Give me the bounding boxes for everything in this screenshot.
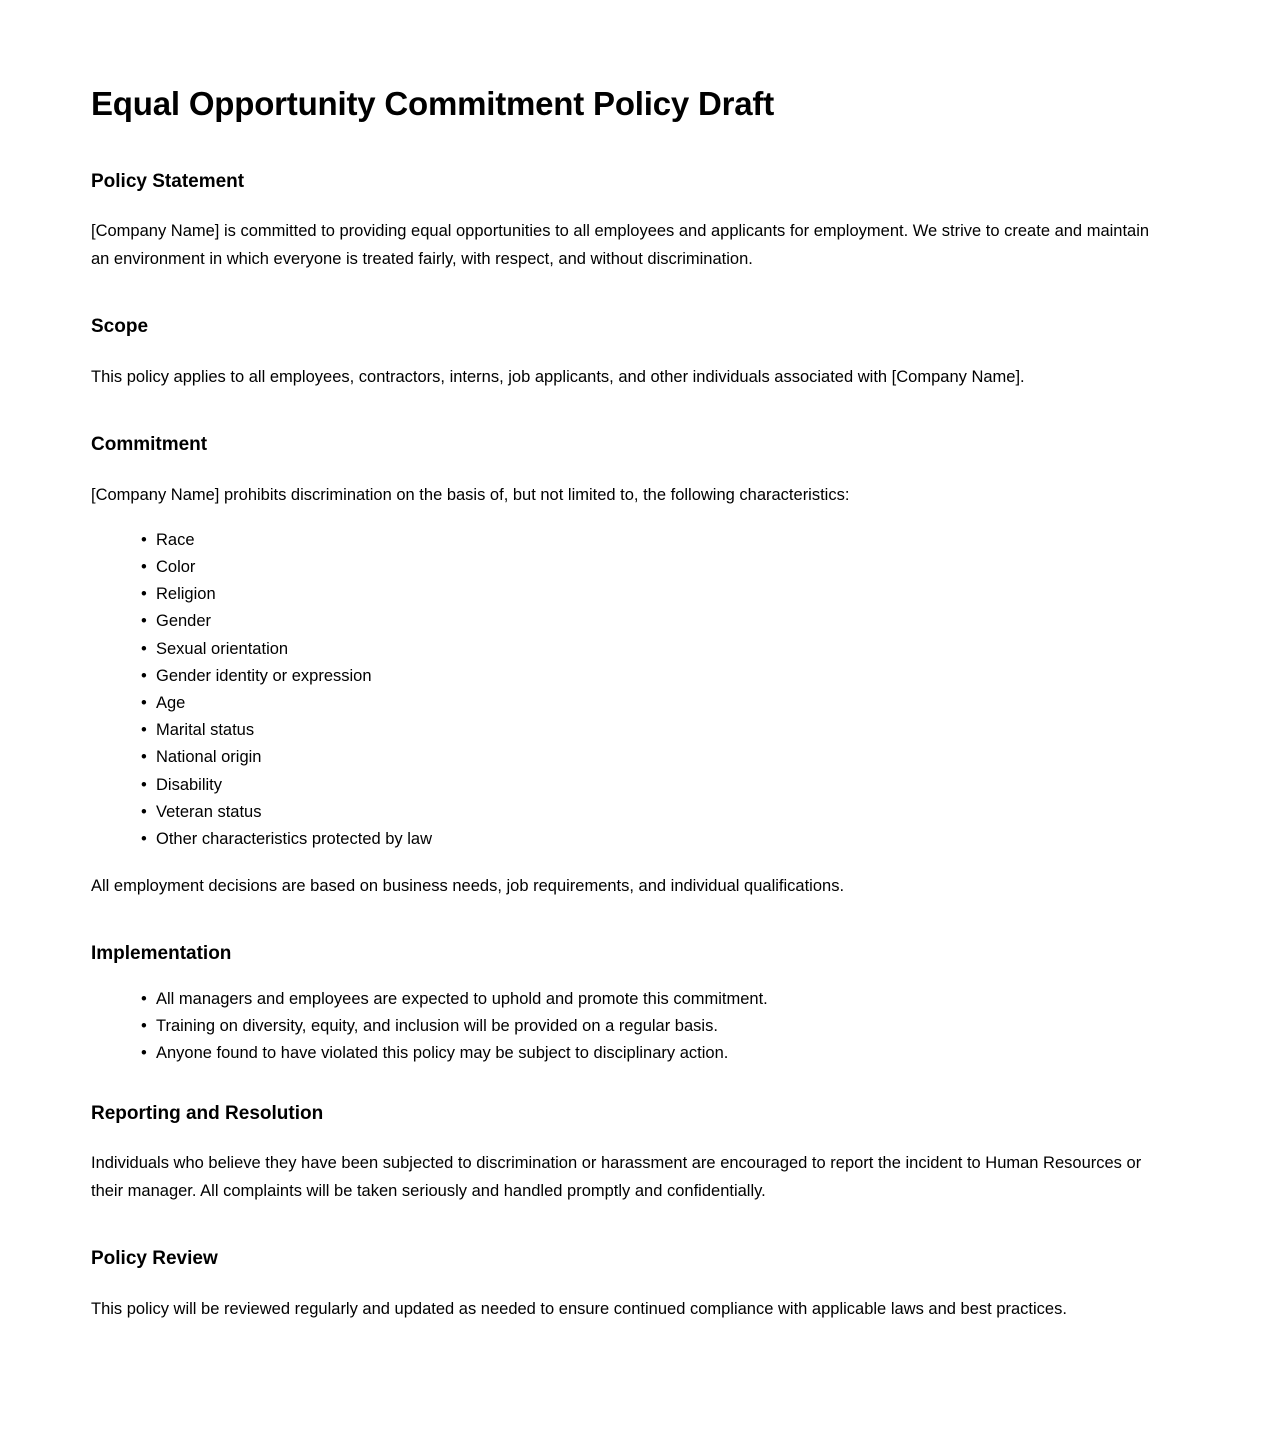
list-item: • Anyone found to have violated this policy may be subject to disciplinary action.: [91, 1040, 1157, 1067]
spacer: [91, 124, 1157, 170]
section-paragraph-scope: This policy applies to all employees, contractors, interns, job applicants, and other individuals associated with [Company Name].: [91, 368, 1025, 387]
spacer: [91, 1271, 1157, 1295]
section-scope: [91, 315, 1157, 391]
implementation-list: [91, 986, 1157, 1068]
list-item: • Gender: [91, 608, 1157, 635]
page-title: Equal Opportunity Commitment Policy Draft: [91, 85, 775, 122]
section-heading-policy-statement: Policy Statement: [91, 170, 245, 192]
spacer: [91, 391, 1157, 433]
section-paragraph-policy-review: This policy will be reviewed regularly and updated as needed to ensure continued compliance with applicable laws and best practices.: [91, 1300, 1067, 1319]
spacer: [91, 900, 1157, 942]
spacer: [91, 853, 1157, 872]
list-item: • Marital status: [91, 717, 1157, 744]
section-paragraph-reporting-and-resolution: Individuals who believe they have been subjected to discrimination or harassment are encouraged to report the incident to Human Resources or their manager. All complaints will be taken seriously and handled promptly and confidentially.: [91, 1154, 1142, 1201]
section-commitment: [91, 433, 1157, 900]
section-reporting-and-resolution: [91, 1102, 1157, 1206]
list-item: • Veteran status: [91, 799, 1157, 826]
list-item: • Training on diversity, equity, and inclusion will be provided on a regular basis.: [91, 1013, 1157, 1040]
spacer: [91, 1125, 1157, 1149]
section-heading-policy-review: Policy Review: [91, 1248, 218, 1270]
section-closing-commitment: All employment decisions are based on business needs, job requirements, and individual qualifications.: [91, 877, 845, 896]
spacer: [91, 193, 1157, 217]
spacer: [91, 457, 1157, 481]
spacer: [91, 1205, 1157, 1247]
list-item: • Color: [91, 554, 1157, 581]
list-item: • Other characteristics protected by law: [91, 826, 1157, 853]
section-implementation: [91, 942, 1157, 1067]
spacer: [91, 966, 1157, 986]
section-intro-commitment: [Company Name] prohibits discrimination on the basis of, but not limited to, the following characteristics:: [91, 485, 850, 504]
list-item: • Gender identity or expression: [91, 663, 1157, 690]
list-item: • Race: [91, 527, 1157, 554]
section-heading-reporting-and-resolution: Reporting and Resolution: [91, 1102, 324, 1124]
list-item: • National origin: [91, 744, 1157, 771]
section-paragraph-policy-statement: [Company Name] is committed to providing equal opportunities to all employees and applicants for employment. We strive to create and maintain an environment in which everyone is treated fairly, with respect, and without discrimination.: [91, 222, 1150, 269]
spacer: [91, 1068, 1157, 1102]
list-item: • All managers and employees are expected to uphold and promote this commitment.: [91, 986, 1157, 1013]
list-item: • Sexual orientation: [91, 636, 1157, 663]
spacer: [91, 509, 1157, 527]
spacer: [91, 339, 1157, 363]
section-heading-scope: Scope: [91, 316, 149, 338]
list-item: • Age: [91, 690, 1157, 717]
section-heading-commitment: Commitment: [91, 434, 208, 456]
spacer: [91, 273, 1157, 315]
section-policy-review: [91, 1247, 1157, 1323]
section-policy-statement: [91, 170, 1157, 274]
protected-characteristics-list: [91, 527, 1157, 853]
section-heading-implementation: Implementation: [91, 943, 232, 965]
list-item: • Disability: [91, 772, 1157, 799]
list-item: • Religion: [91, 581, 1157, 608]
